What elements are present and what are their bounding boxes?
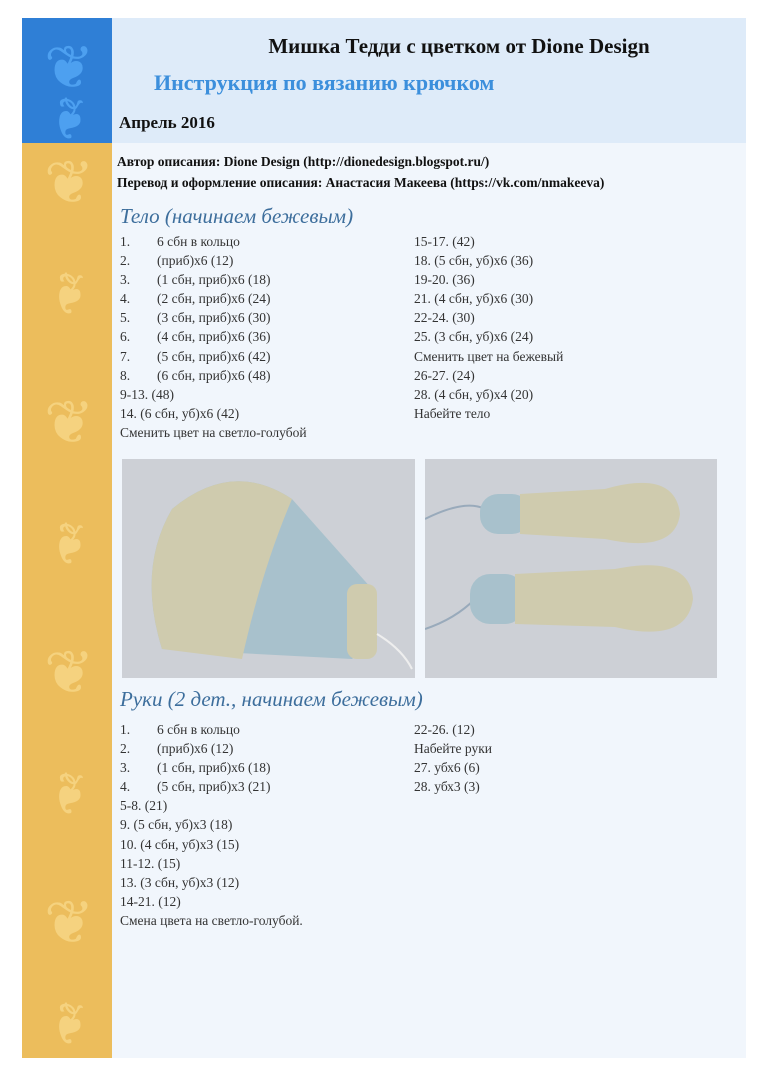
row-text: Сменить цвет на светло-голубой	[120, 424, 307, 440]
row-text: (4 сбн, приб)х6 (36)	[157, 329, 271, 345]
instruction-row	[120, 815, 303, 834]
side-ornament-bar	[22, 143, 112, 1058]
instruction-row: Набейте руки	[414, 741, 493, 757]
instruction-row	[120, 720, 303, 739]
body-instructions-left	[120, 232, 307, 442]
row-text: 13. (3 сбн, уб)х3 (12)	[120, 874, 240, 890]
row-text: (приб)х6 (12)	[157, 741, 234, 757]
row-text: (приб)х6 (12)	[157, 253, 234, 269]
corner-ornament-block	[22, 18, 112, 143]
row-number: 5.	[120, 310, 131, 326]
instruction-row: 15-17. (42)	[414, 234, 475, 249]
instruction-row: 21. (4 сбн, уб)х6 (30)	[414, 291, 534, 307]
instruction-row	[120, 854, 303, 873]
row-text: 6 сбн в кольцо	[157, 234, 240, 249]
instruction-row: 26-27. (24)	[414, 367, 475, 383]
instruction-row	[120, 758, 303, 777]
row-text: 14-21. (12)	[120, 893, 181, 909]
instruction-row	[120, 911, 303, 930]
instruction-row	[120, 796, 303, 815]
row-number: 1.	[120, 722, 131, 737]
instruction-row: 18. (5 сбн, уб)х6 (36)	[414, 253, 534, 269]
instruction-row	[120, 892, 303, 911]
row-text: (1 сбн, приб)х6 (18)	[157, 272, 271, 288]
row-text: 11-12. (15)	[120, 855, 181, 871]
row-text: (5 сбн, приб)х6 (42)	[157, 348, 271, 364]
instruction-row	[120, 232, 307, 251]
photo-crocheted-body	[122, 459, 415, 678]
row-text: Смена цвета на светло-голубой.	[120, 912, 303, 928]
row-text: (3 сбн, приб)х6 (30)	[157, 310, 271, 326]
instruction-row: 19-20. (36)	[414, 272, 475, 288]
leaf-ornament-icon: ❧	[36, 517, 103, 569]
instruction-row	[120, 327, 307, 346]
floral-ornament-icon: ❦	[44, 35, 95, 101]
row-text: 9. (5 сбн, уб)х3 (18)	[120, 817, 233, 833]
instruction-row: 28. убх3 (3)	[414, 779, 480, 795]
instruction-row: 25. (3 сбн, уб)х6 (24)	[414, 329, 534, 345]
row-text: (2 сбн, приб)х6 (24)	[157, 291, 271, 307]
section-heading-arms: Руки (2 дет., начинаем бежевым)	[120, 687, 423, 711]
instruction-row: 22-26. (12)	[414, 722, 475, 737]
row-text: (5 сбн, приб)х3 (21)	[157, 779, 271, 795]
instruction-row	[120, 423, 307, 442]
instruction-row	[120, 873, 303, 892]
instruction-row	[120, 289, 307, 308]
floral-ornament-icon: ❦	[44, 390, 95, 456]
instruction-row	[120, 251, 307, 270]
row-number: 3.	[120, 760, 131, 776]
row-text: 6 сбн в кольцо	[157, 722, 240, 737]
row-number: 3.	[120, 272, 131, 288]
instruction-row	[120, 739, 303, 758]
row-text: 10. (4 сбн, уб)х3 (15)	[120, 836, 240, 852]
row-number: 7.	[120, 348, 131, 364]
row-number: 6.	[120, 329, 131, 345]
row-number: 2.	[120, 253, 131, 269]
row-text: (6 сбн, приб)х6 (48)	[157, 367, 271, 383]
instruction-row: 22-24. (30)	[414, 310, 475, 326]
leaf-ornament-icon: ❧	[36, 997, 103, 1049]
row-text: 9-13. (48)	[120, 386, 174, 402]
page-subtitle: Инструкция по вязанию крючком	[154, 70, 495, 95]
instruction-row: 27. убх6 (6)	[414, 760, 480, 776]
body-photo-illustration	[122, 459, 415, 678]
instruction-row	[120, 385, 307, 404]
publication-date: Апрель 2016	[119, 113, 215, 132]
instruction-row	[120, 308, 307, 327]
instruction-row: Набейте тело	[414, 405, 491, 421]
row-text: (1 сбн, приб)х6 (18)	[157, 760, 271, 776]
arms-instructions-left	[120, 720, 303, 930]
row-number: 8.	[120, 367, 131, 383]
arms-instructions-right	[414, 720, 492, 796]
page-title: Мишка Тедди с цветком от Dione Design	[268, 34, 650, 58]
page-header	[112, 18, 746, 143]
instruction-row: Сменить цвет на бежевый	[414, 348, 564, 364]
leaf-ornament-icon: ❧	[36, 92, 103, 143]
body-instructions-right	[414, 232, 563, 423]
instruction-row	[120, 347, 307, 366]
translation-credit: Перевод и оформление описания: Анастасия Макеева (https://vk.com/nmakeeva)	[117, 175, 605, 190]
page-content	[112, 143, 746, 1058]
instruction-row	[120, 777, 303, 796]
floral-ornament-icon: ❦	[44, 890, 95, 956]
instruction-row	[120, 270, 307, 289]
row-number: 1.	[120, 234, 131, 249]
instruction-row: 28. (4 сбн, уб)х4 (20)	[414, 386, 534, 402]
row-text: 14. (6 сбн, уб)х6 (42)	[120, 405, 240, 421]
instruction-row	[120, 835, 303, 854]
row-text: 5-8. (21)	[120, 798, 168, 814]
leaf-ornament-icon: ❧	[36, 267, 103, 319]
photo-crocheted-arms	[425, 459, 717, 678]
section-heading-body: Тело (начинаем бежевым)	[120, 204, 354, 228]
author-credit: Автор описания: Dione Design (http://dionedesign.blogspot.ru/)	[117, 154, 490, 169]
leaf-ornament-icon: ❧	[36, 767, 103, 819]
arms-photo-illustration	[425, 459, 717, 678]
instruction-row	[120, 404, 307, 423]
floral-ornament-icon: ❦	[44, 640, 95, 706]
instruction-row	[120, 366, 307, 385]
floral-ornament-icon: ❦	[44, 150, 95, 216]
row-number: 4.	[120, 291, 131, 307]
row-number: 2.	[120, 741, 131, 757]
row-number: 4.	[120, 779, 131, 795]
